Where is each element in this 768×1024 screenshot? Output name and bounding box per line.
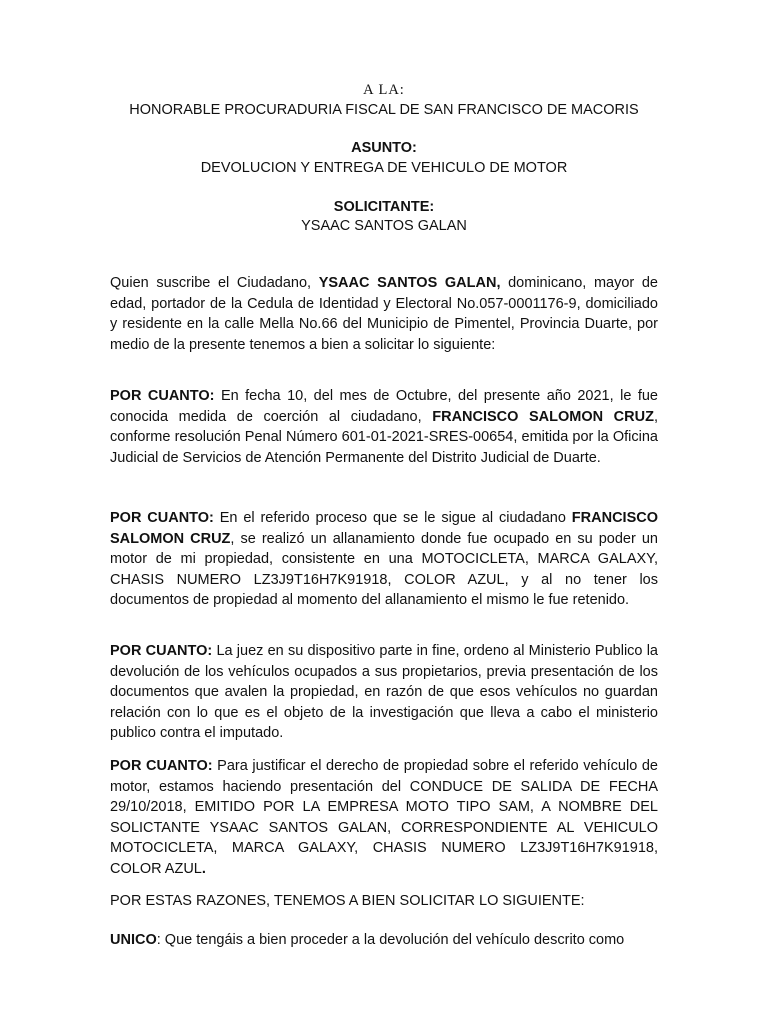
unico-paragraph <box>110 930 658 951</box>
intro-name: YSAAC SANTOS GALAN, <box>318 275 501 291</box>
por-cuanto-2 <box>110 508 658 611</box>
por-cuanto-4-label: POR CUANTO: <box>110 758 213 774</box>
subject: DEVOLUCION Y ENTREGA DE VEHICULO DE MOTOR <box>200 160 568 176</box>
reasons-line: POR ESTAS RAZONES, TENEMOS A BIEN SOLICITAR LO SIGUIENTE: <box>110 893 585 909</box>
to-label: A LA: <box>363 82 405 98</box>
por-cuanto-3 <box>110 641 658 744</box>
por-cuanto-2-name: FRANCISCO SALOMON CRUZ <box>110 510 658 547</box>
por-cuanto-2-label: POR CUANTO: <box>110 510 214 526</box>
por-cuanto-1-label: POR CUANTO: <box>110 388 215 404</box>
applicant-name: YSAAC SANTOS GALAN <box>301 218 467 234</box>
por-cuanto-2-text-2: , se realizó un allanamiento donde fue ocupado en su poder un motor de mi propiedad, consistente en una MOTOCICLETA, MARCA GALAXY, CHASIS NUMERO LZ3J9T16H7K91918, COLOR AZUL, y al no tener los documentos de propiedad al momento del allanamiento el mismo le fue retenido. <box>110 530 658 609</box>
por-cuanto-1-text-2: , conforme resolución Penal Número 601-01-2021-SRES-00654, emitida por la Oficina Judicial de Servicios de Atención Permanente del Distrito Judicial de Duarte. <box>110 408 658 466</box>
por-cuanto-1-name: FRANCISCO SALOMON CRUZ <box>432 408 654 425</box>
por-cuanto-2-text-1: En el referido proceso que se le sigue al ciudadano <box>213 510 572 526</box>
por-cuanto-3-label: POR CUANTO: <box>110 643 213 659</box>
intro-text-1: Quien suscribe el Ciudadano, <box>110 275 319 291</box>
subject-label: ASUNTO: <box>351 140 417 156</box>
por-cuanto-3-text: La juez en su dispositivo parte in fine, ordeno al Ministerio Publico la devolución de los vehículos ocupados a sus propietarios, previa presentación de los documentos que avalen la propiedad, en razón de que esos vehículos no guardan relación con lo que es el objeto de la investigación que lleva a cabo el ministerio publico contra el imputado. <box>110 643 658 742</box>
por-cuanto-1 <box>110 386 658 468</box>
por-cuanto-4-period: . <box>201 860 206 877</box>
recipient: HONORABLE PROCURADURIA FISCAL DE SAN FRANCISCO DE MACORIS <box>129 102 639 118</box>
unico-label: UNICO <box>110 932 157 948</box>
por-cuanto-1-text-1: En fecha 10, del mes de Octubre, del presente año 2021, le fue conocida medida de coerción al ciudadano, <box>110 388 658 425</box>
intro-text-2: dominicano, mayor de edad, portador de la Cedula de Identidad y Electoral No.057-0001176-9, domiciliado y residente en la calle Mella No.66 del Municipio de Pimentel, Provincia Duarte, por medio de la presente tenemos a bien a solicitar lo siguiente: <box>110 275 658 353</box>
intro-paragraph <box>110 273 658 355</box>
applicant-label: SOLICITANTE: <box>333 199 435 215</box>
unico-text: : Que tengáis a bien proceder a la devolución del vehículo descrito como <box>156 932 625 948</box>
por-cuanto-4-text: Para justificar el derecho de propiedad sobre el referido vehículo de motor, estamos haciendo presentación del CONDUCE DE SALIDA DE FECHA 29/10/2018, EMITIDO POR LA EMPRESA MOTO TIPO SAM, A NOMBRE DEL SOLICTANTE YSAAC SANTOS GALAN, CORRESPONDIENTE AL VEHICULO MOTOCICLETA, MARCA GALAXY, CHASIS NUMERO LZ3J9T16H7K91918, COLOR AZUL <box>110 758 658 877</box>
por-cuanto-4 <box>110 756 658 880</box>
